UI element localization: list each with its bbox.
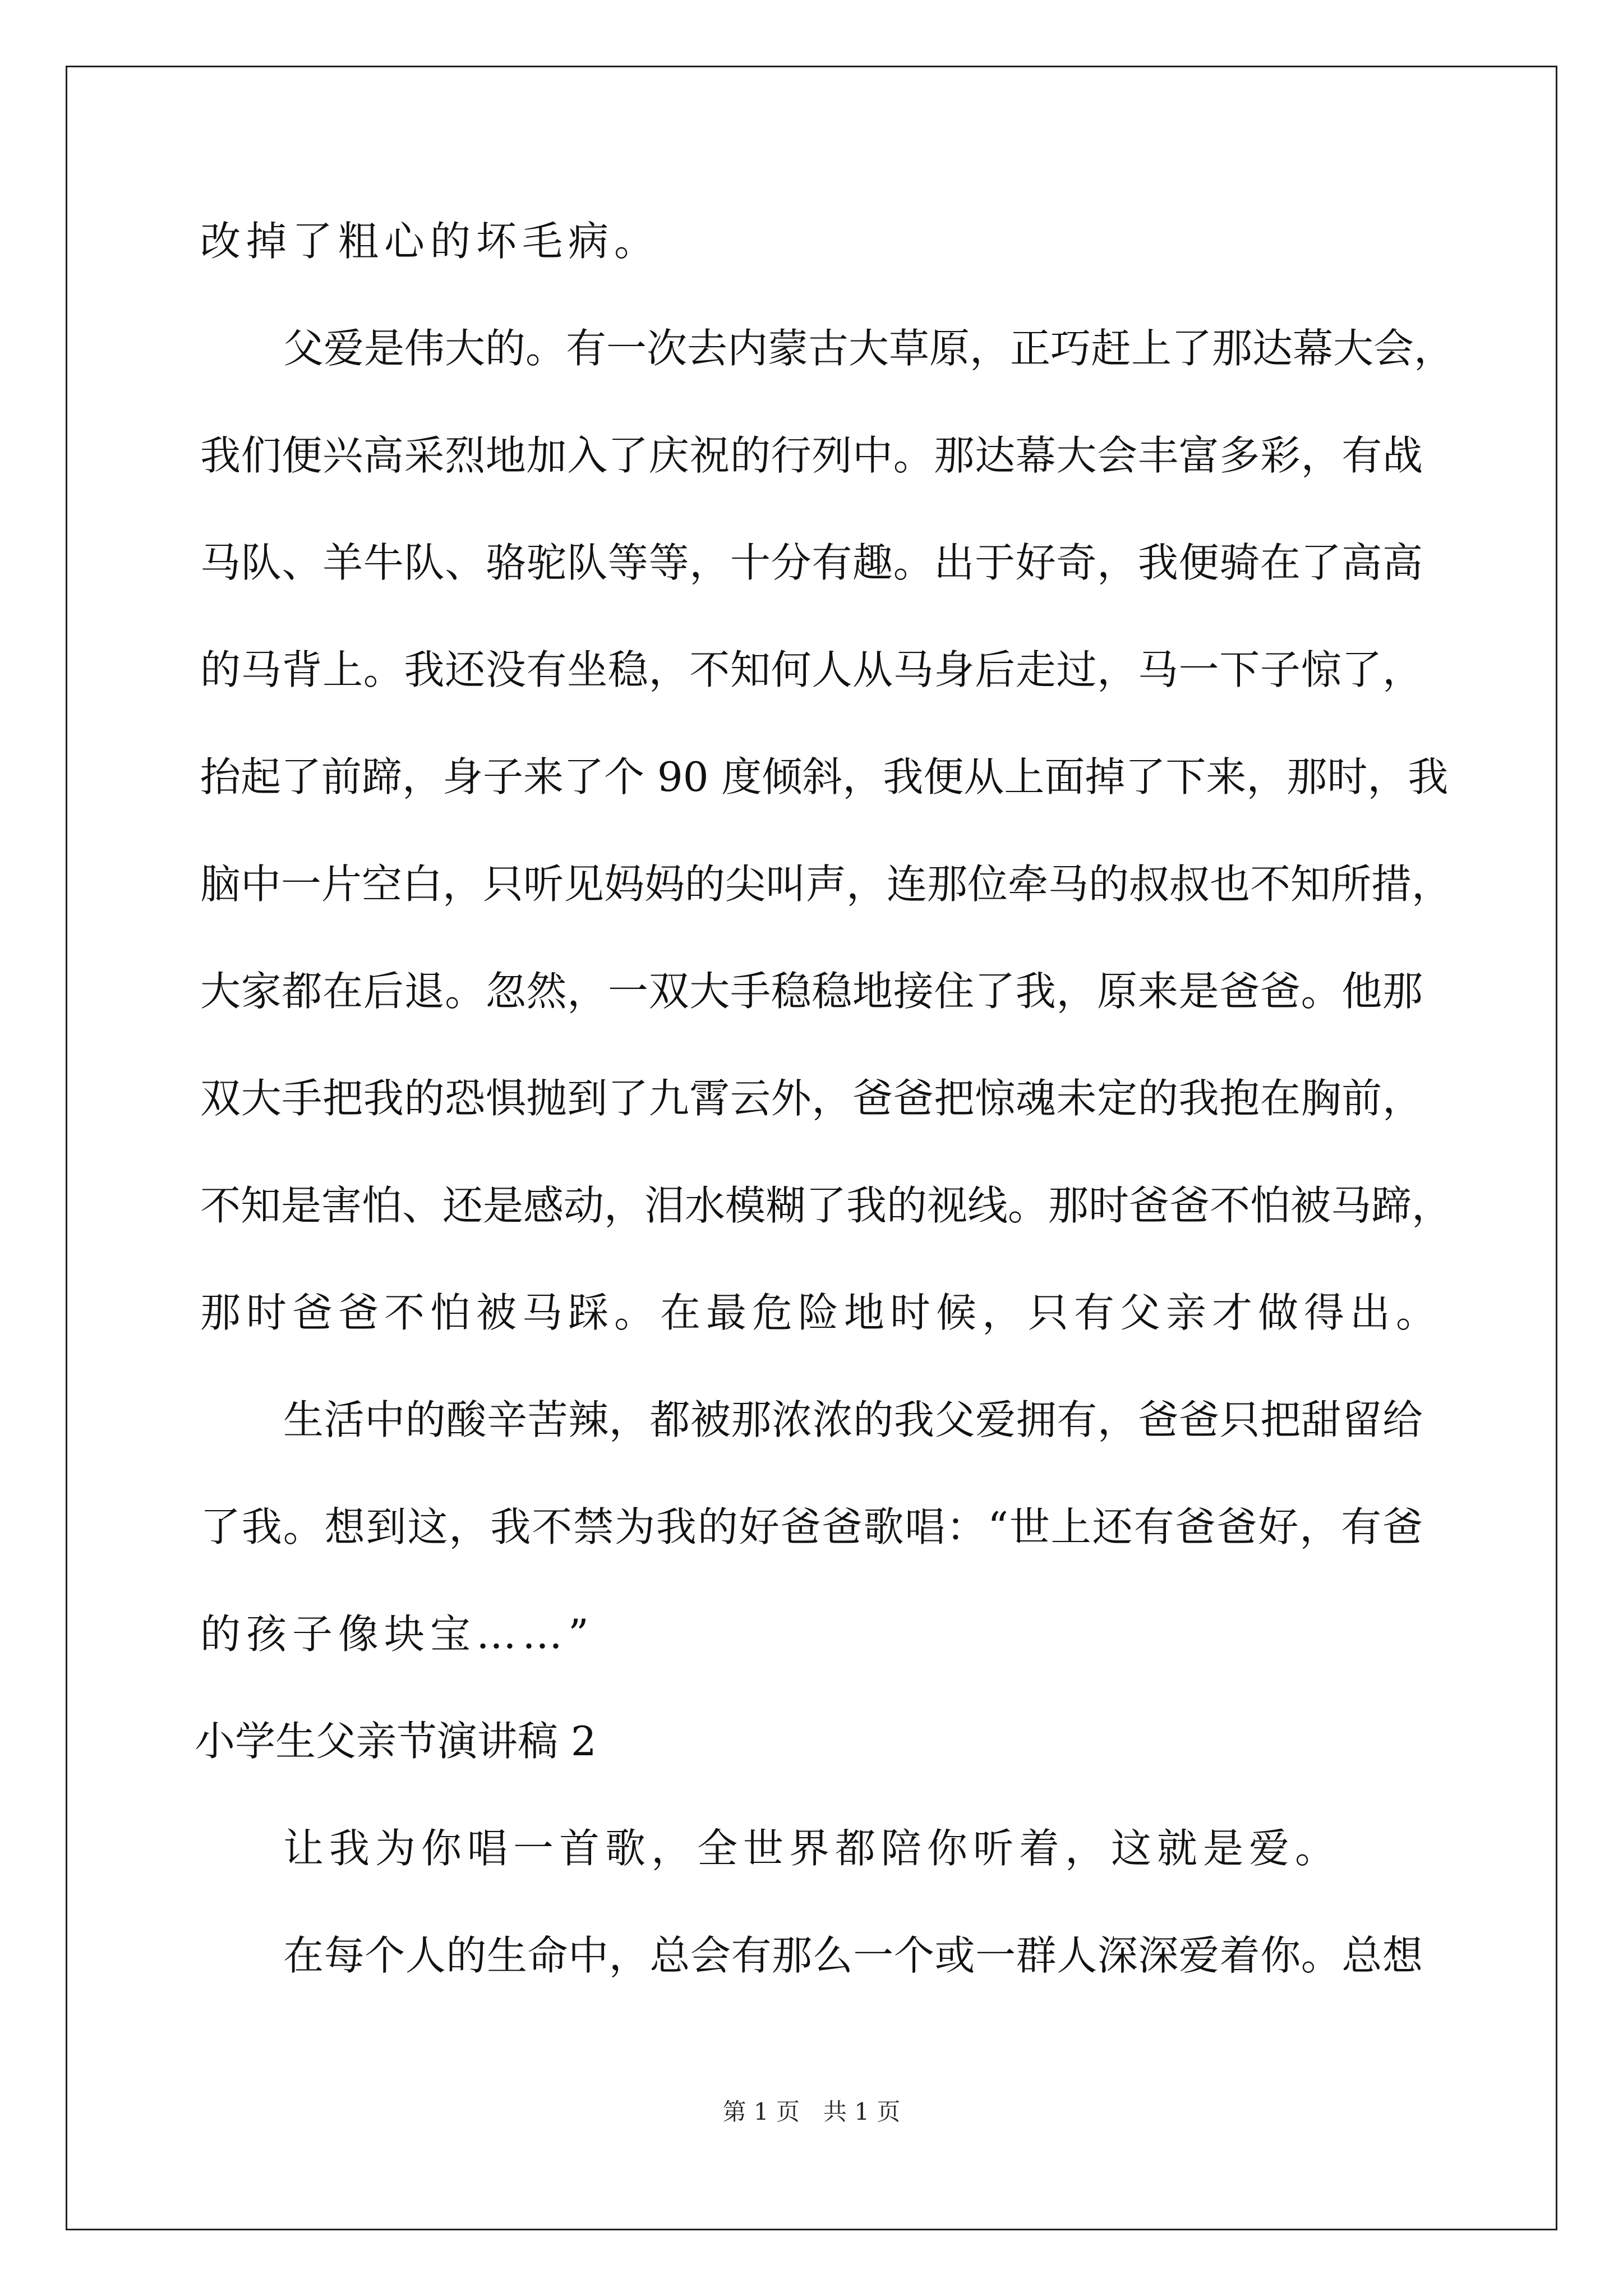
paragraph-line: 那时爸爸不怕被马踩。在最危险地时候，只有父亲才做得出。 — [200, 1289, 1442, 1336]
paragraph-line: 父爱是伟大的。有一次去内蒙古大草原，正巧赶上了那达幕大会， — [283, 325, 1455, 372]
paragraph-line: 抬起了前蹄，身子来了个 90 度倾斜，我便从上面掉了下来，那时，我 — [200, 753, 1449, 800]
paragraph-line: 马队、羊牛队、骆驼队等等，十分有趣。出于好奇，我便骑在了高高 — [200, 539, 1423, 586]
paragraph-line: 双大手把我的恐惧抛到了九霄云外，爸爸把惊魂未定的我抱在胸前， — [200, 1075, 1423, 1122]
paragraph-line: 改掉了粗心的坏毛病。 — [200, 218, 661, 265]
paragraph-line: 生活中的酸辛苦辣，都被那浓浓的我父爱拥有，爸爸只把甜留给 — [283, 1396, 1423, 1443]
paragraph-line: 大家都在后退。忽然，一双大手稳稳地接住了我，原来是爸爸。他那 — [200, 968, 1423, 1015]
paragraph-line: 不知是害怕、还是感动，泪水模糊了我的视线。那时爸爸不怕被马蹄， — [200, 1182, 1453, 1229]
paragraph-line: 我们便兴高采烈地加入了庆祝的行列中。那达幕大会丰富多彩，有战 — [200, 432, 1423, 479]
page-border — [66, 66, 1557, 2230]
paragraph-line: 让我为你唱一首歌，全世界都陪你听着，这就是爱。 — [283, 1825, 1341, 1872]
paragraph-line: 的孩子像块宝……” — [200, 1611, 594, 1658]
paragraph-line: 的马背上。我还没有坐稳，不知何人从马身后走过，马一下子惊了， — [200, 646, 1423, 693]
paragraph-line: 了我。想到这，我不禁为我的好爸爸歌唱：“世上还有爸爸好，有爸 — [200, 1503, 1423, 1550]
paragraph-line: 在每个人的生命中，总会有那么一个或一群人深深爱着你。总想 — [283, 1932, 1423, 1979]
page-footer: 第 1 页 共 1 页 — [722, 2098, 901, 2125]
paragraph-line: 脑中一片空白，只听见妈妈的尖叫声，连那位牵马的叔叔也不知所措， — [200, 861, 1453, 908]
section-heading: 小学生父亲节演讲稿 2 — [195, 1718, 597, 1765]
